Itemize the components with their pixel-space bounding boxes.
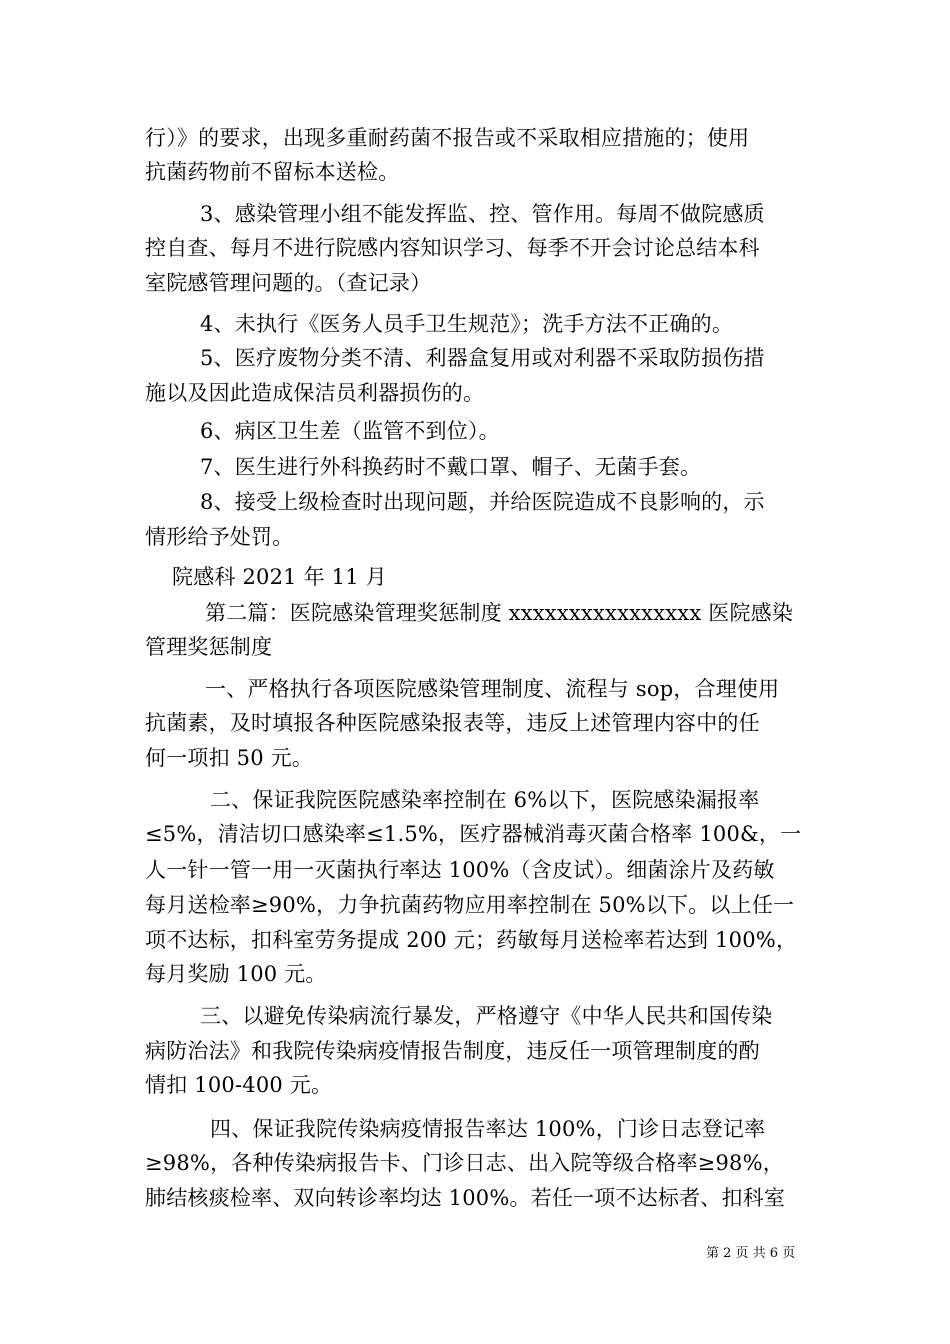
text-line-8: 施以及因此造成保洁员利器损伤的。 [145,381,485,405]
text-line-23: 项不达标，扣科室劳务提成 200 元；药敏每月送检率若达到 100%， [145,928,798,952]
text-line-22: 每月送检率≥90%，力争抗菌药物应用率控制在 50%以下。以上任一 [145,893,795,917]
text-line-6: 4、未执行《医务人员手卫生规范》；洗手方法不正确的。 [200,312,734,336]
text-line-1: 行）》的要求，出现多重耐药菌不报告或不采取相应措施的；使用 [145,126,750,150]
text-line-30: 肺结核痰检率、双向转诊率均达 100%。若任一项不达标者、扣科室 [145,1186,786,1210]
text-line-28: 四、保证我院传染病疫情报告率达 100%，门诊日志登记率 [210,1117,766,1141]
text-line-14: 第二篇：医院感染管理奖惩制度 xxxxxxxxxxxxxxxx 医院感染 [205,601,794,625]
text-line-15: 管理奖惩制度 [145,635,273,659]
text-line-27: 情扣 100-400 元。 [145,1073,333,1097]
text-line-10: 7、医生进行外科换药时不戴口罩、帽子、无菌手套。 [200,455,702,479]
page-number-footer: 第 2 页 共 6 页 [706,1246,796,1261]
text-line-17: 抗菌素，及时填报各种医院感染报表等，违反上述管理内容中的任 [145,711,760,735]
text-line-25: 三、以避免传染病流行暴发，严格遵守《中华人民共和国传染 [200,1004,773,1028]
text-line-19: 二、保证我院医院感染率控制在 6%以下，医院感染漏报率 [210,788,760,812]
text-line-26: 病防治法》和我院传染病疫情报告制度，违反任一项管理制度的酌 [145,1039,760,1063]
text-line-4: 控自查、每月不进行院感内容知识学习、每季不开会讨论总结本科 [145,236,760,260]
text-line-18: 何一项扣 50 元。 [145,746,314,770]
text-line-20: ≤5%，清洁切口感染率≤1.5%，医疗器械消毒灭菌合格率 100&，一 [145,822,802,846]
text-line-21: 人一针一管一用一灭菌执行率达 100%（含皮试）。细菌涂片及药敏 [145,858,775,882]
text-line-3: 3、感染管理小组不能发挥监、控、管作用。每周不做院感质 [200,202,765,226]
text-line-13: 院感科 2021 年 11 月 [172,565,387,589]
text-line-24: 每月奖励 100 元。 [145,962,327,986]
text-line-2: 抗菌药物前不留标本送检。 [145,160,400,184]
text-line-5: 室院感管理问题的。（查记录） [145,271,432,295]
text-line-16: 一、严格执行各项医院感染管理制度、流程与 sop，合理使用 [205,677,780,701]
text-line-29: ≥98%，各种传染病报告卡、门诊日志、出入院等级合格率≥98%， [145,1151,784,1175]
text-line-11: 8、接受上级检查时出现问题，并给医院造成不良影响的，示 [200,490,765,514]
text-line-9: 6、病区卫生差（监管不到位）。 [200,419,500,443]
text-line-12: 情形给予处罚。 [145,525,294,549]
text-line-7: 5、医疗废物分类不清、利器盒复用或对利器不采取防损伤措 [200,346,765,370]
